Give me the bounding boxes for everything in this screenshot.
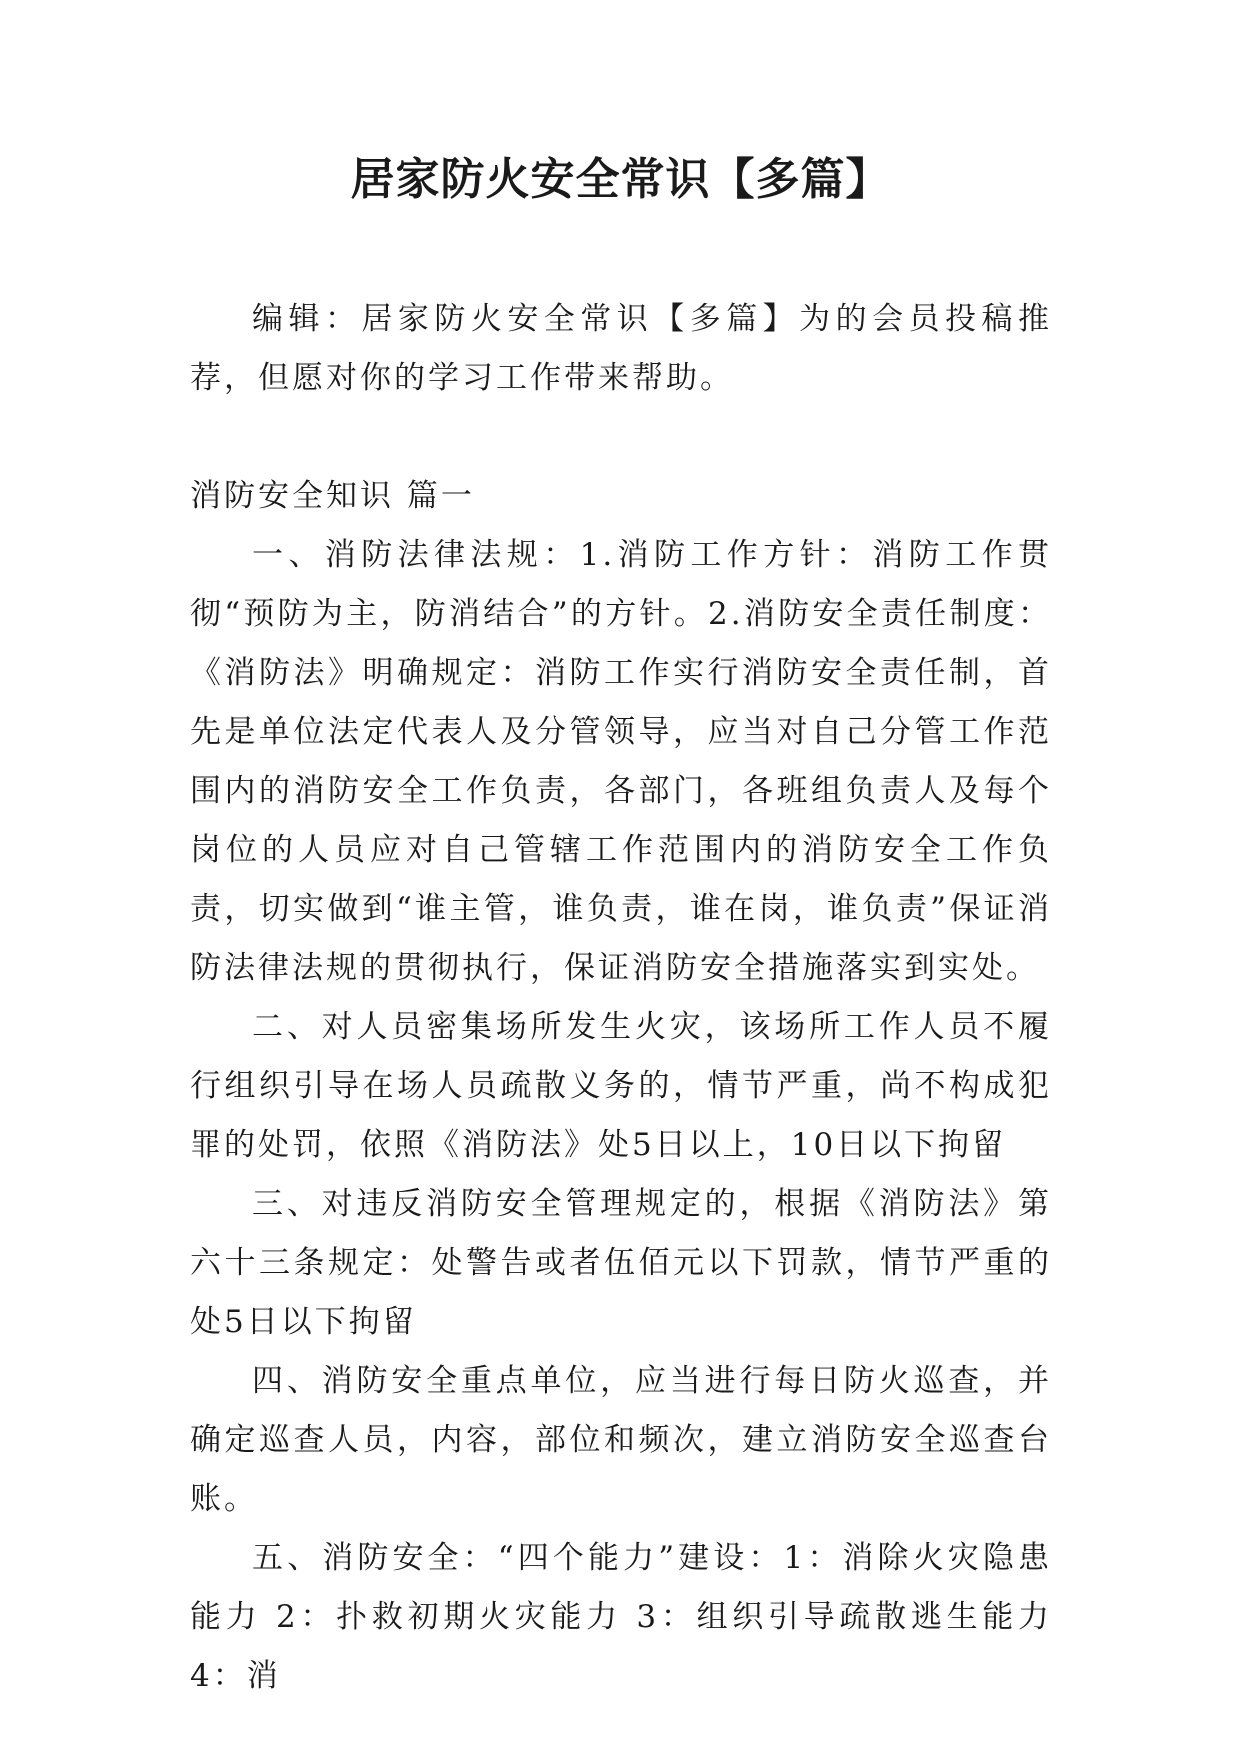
document-body: [190, 290, 1052, 1706]
section-heading: 消防安全知识 篇一: [190, 478, 475, 514]
body-paragraph-1: 一、消防法律法规：1.消防工作方针：消防工作贯彻“预防为主，防消结合”的方针。2.消防安全责任制度：《消防法》明确规定：消防工作实行消防安全责任制，首先是单位法定代表人及分管领导，应当对自己分管工作范围内的消防安全工作负责，各部门，各班组负责人及每个岗位的人员应对自己管辖工作范围内的消防安全工作负责，切实做到“谁主管，谁负责，谁在岗，谁负责”保证消防法律法规的贯彻执行，保证消防安全措施落实到实处。: [190, 537, 1052, 986]
body-paragraph-5: 五、消防安全：“四个能力”建设：1：消除火灾隐患能力 2：扑救初期火灾能力 3：组织引导疏散逃生能力 4：消: [190, 1540, 1052, 1694]
intro-paragraph: 编辑：居家防火安全常识【多篇】为的会员投稿推荐，但愿对你的学习工作带来帮助。: [190, 301, 1052, 396]
spacer: [190, 408, 1052, 467]
body-paragraph-4: 四、消防安全重点单位，应当进行每日防火巡查，并确定巡查人员，内容，部位和频次，建立消防安全巡查台账。: [190, 1363, 1052, 1517]
body-paragraph-2: 二、对人员密集场所发生火灾，该场所工作人员不履行组织引导在场人员疏散义务的，情节严重，尚不构成犯罪的处罚，依照《消防法》处5日以上，10日以下拘留: [190, 1009, 1052, 1163]
document-title: 居家防火安全常识【多篇】: [350, 154, 891, 205]
body-paragraph-3: 三、对违反消防安全管理规定的，根据《消防法》第六十三条规定：处警告或者伍佰元以下罚款，情节严重的处5日以下拘留: [190, 1186, 1052, 1340]
